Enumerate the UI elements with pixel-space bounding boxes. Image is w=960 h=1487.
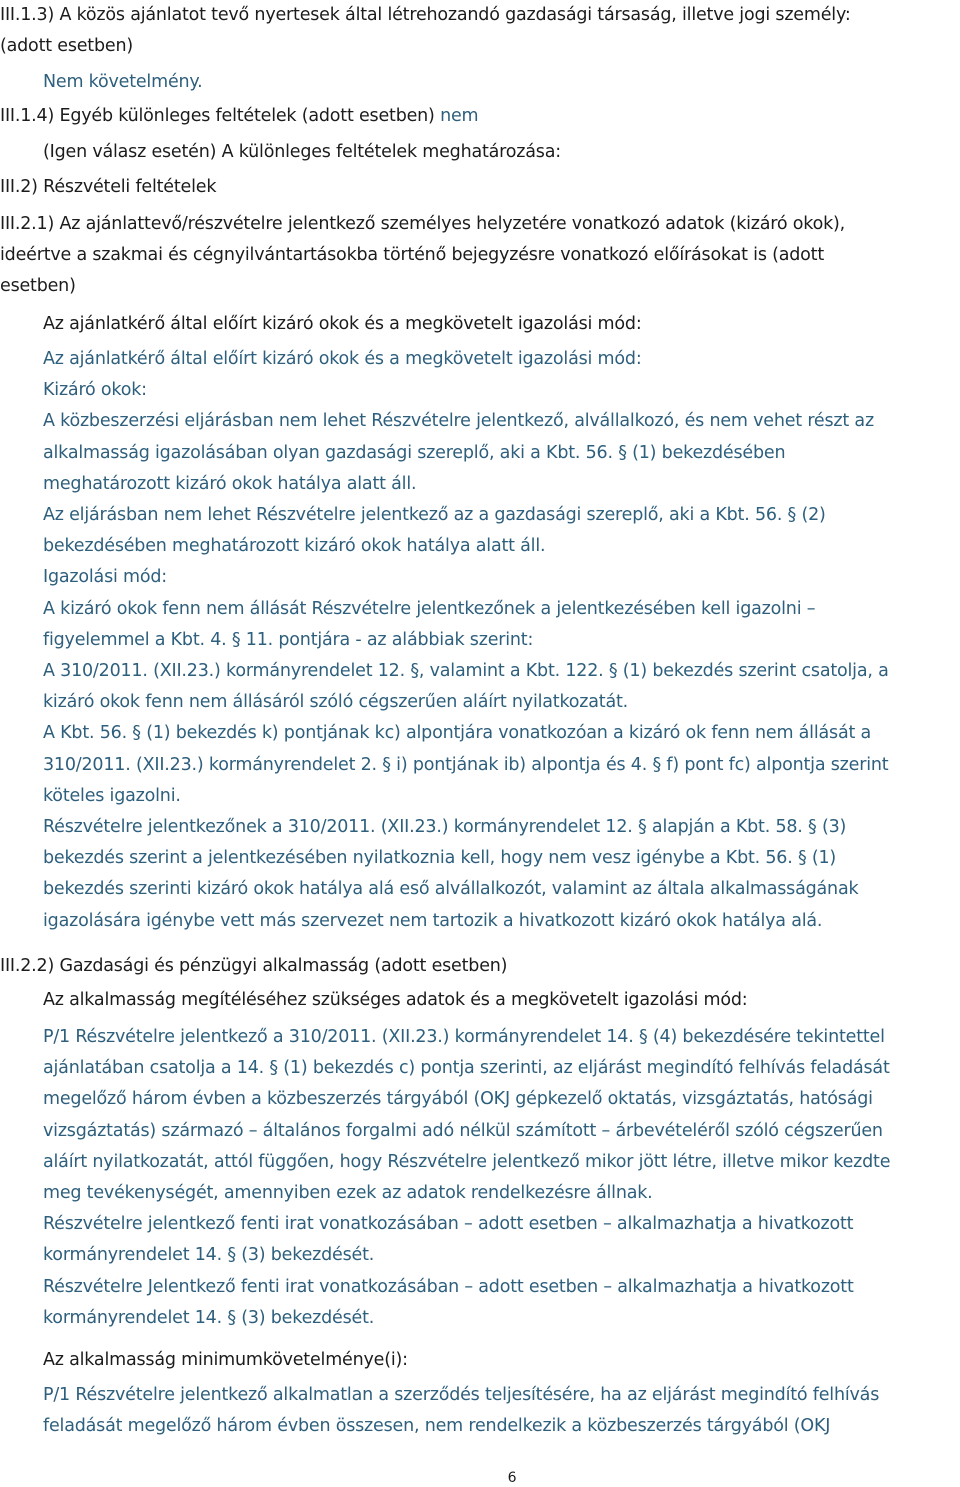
text-line: Igazolási mód: — [43, 567, 167, 588]
text-line: Az ajánlatkérő által előírt kizáró okok és a megkövetelt igazolási mód: — [43, 314, 642, 334]
text-line: ajánlatában csatolja a 14. § (1) bekezdés c) pontja szerinti, az eljárást megindító felhívás feladását — [43, 1058, 890, 1079]
text-line: bekezdés szerint a jelentkezésében nyilatkoznia kell, hogy nem vesz igénybe a Kbt. 56. § (1) — [43, 848, 837, 869]
text-line: 310/2011. (XII.23.) kormányrendelet 2. § i) pontjának ib) alpontja és 4. § f) pont fc) alpontja szerint — [43, 754, 889, 775]
text-line: Kizáró okok: — [43, 380, 147, 401]
text-line: köteles igazolni. — [43, 785, 181, 806]
section-iii-2-1-subhead — [43, 309, 642, 340]
text-line: Az alkalmasság minimumkövetelménye(i): — [43, 1350, 408, 1370]
text-line: bekezdésében meghatározott kizáró okok hatálya alatt áll. — [43, 536, 546, 557]
section-iii-2-2-min-answer — [43, 1380, 879, 1442]
text-line: Részvételre jelentkezőnek a 310/2011. (XII.23.) kormányrendelet 12. § alapján a Kbt. 58. § (3) — [43, 817, 847, 838]
section-iii-2-2-subhead — [43, 985, 747, 1016]
text-line: alkalmasság igazolásában olyan gazdasági szereplő, aki a Kbt. 56. § (1) bekezdésében — [43, 442, 786, 463]
text-line: A kizáró okok fenn nem állását Részvételre jelentkezőnek a jelentkezésében kell igazolni – — [43, 598, 816, 619]
section-iii-1-3-heading — [0, 0, 851, 62]
text-line: III.2) Részvételi feltételek — [0, 177, 217, 197]
section-iii-2-2-answer — [43, 1022, 890, 1334]
text-line: kormányrendelet 14. § (3) bekezdését. — [43, 1307, 375, 1328]
text-line: (adott esetben) — [0, 36, 133, 57]
text-line: Az ajánlatkérő által előírt kizáró okok és a megkövetelt igazolási mód: — [43, 349, 642, 369]
text-line: igazolására igénybe vett más szervezet nem tartozik a hivatkozott kizáró okok hatálya alá. — [43, 910, 823, 931]
section-iii-2-title — [0, 172, 216, 203]
text-line: A 310/2011. (XII.23.) kormányrendelet 12. §, valamint a Kbt. 122. § (1) bekezdés szerint csatolja, a — [43, 661, 889, 682]
text-line: A közbeszerzési eljárásban nem lehet Részvételre jelentkező, alvállalkozó, és nem vehet részt az — [43, 411, 874, 432]
text-line: P/1 Részvételre jelentkező alkalmatlan a szerződés teljesítésére, ha az eljárást megindító felhívás — [43, 1385, 880, 1405]
text-line: feladását megelőző három évben összesen, nem rendelkezik a közbeszerzés tárgyából (OKJ — [43, 1416, 831, 1437]
text-line: Részvételre Jelentkező fenti irat vonatkozásában – adott esetben – alkalmazhatja a hivatkozott — [43, 1276, 854, 1297]
section-iii-1-4-heading — [0, 101, 478, 132]
text-line — [0, 101, 478, 132]
text-line: Részvételre jelentkező fenti irat vonatkozásában – adott esetben – alkalmazhatja a hivatkozott — [43, 1214, 854, 1235]
section-iii-1-3-answer — [43, 67, 202, 98]
section-iii-2-1-answer — [43, 344, 889, 937]
section-iii-2-1-heading — [0, 209, 845, 303]
text-line: aláírt nyilatkozatát, attól függően, hogy Részvételre jelentkező mikor jött létre, illetve mikor kezdte — [43, 1151, 891, 1172]
text-line: Az eljárásban nem lehet Részvételre jelentkező az a gazdasági szereplő, aki a Kbt. 56. § (2) — [43, 505, 826, 526]
section-iii-1-4-sub — [43, 137, 561, 168]
section-iii-2-2-title — [0, 951, 507, 982]
text-line: III.2.2) Gazdasági és pénzügyi alkalmasság (adott esetben) — [0, 956, 508, 976]
text-line: III.2.1) Az ajánlattevő/részvételre jelentkező személyes helyzetére vonatkozó adatok (kizáró okok), — [0, 214, 846, 234]
text-line: esetben) — [0, 276, 76, 297]
text-line: meg tevékenységét, amennyiben ezek az adatok rendelkezésre állnak. — [43, 1183, 653, 1204]
text-line: kizáró okok fenn nem állásáról szóló cégszerűen aláírt nyilatkozatát. — [43, 692, 629, 713]
text-line: bekezdés szerinti kizáró okok hatálya alá eső alvállalkozót, valamint az általa alkalmasságának — [43, 879, 859, 900]
value: nem — [440, 106, 479, 126]
text-line: Nem követelmény. — [43, 72, 203, 92]
text-line: ideértve a szakmai és cégnyilvántartásokba történő bejegyzésre vonatkozó előírásokat is (adott — [0, 245, 824, 266]
text-line: figyelemmel a Kbt. 4. § 11. pontjára - az alábbiak szerint: — [43, 629, 534, 650]
section-iii-2-2-min-head — [43, 1345, 408, 1376]
page-number: 6 — [507, 1470, 517, 1486]
text-line: meghatározott kizáró okok hatálya alatt áll. — [43, 473, 417, 494]
text-line: P/1 Részvételre jelentkező a 310/2011. (XII.23.) kormányrendelet 14. § (4) bekezdésére tekintettel — [43, 1027, 885, 1047]
text-line: Az alkalmasság megítéléséhez szükséges adatok és a megkövetelt igazolási mód: — [43, 990, 748, 1010]
text-line: (Igen válasz esetén) A különleges feltételek meghatározása: — [43, 142, 561, 162]
text-line: A Kbt. 56. § (1) bekezdés k) pontjának kc) alpontjára vonatkozóan a kizáró ok fenn nem állását a — [43, 723, 872, 744]
text-line: kormányrendelet 14. § (3) bekezdését. — [43, 1245, 375, 1266]
text-line: megelőző három évben a közbeszerzés tárgyából (OKJ gépkezelő oktatás, vizsgáztatás, hatósági — [43, 1089, 873, 1110]
label: III.1.4) Egyéb különleges feltételek (adott esetben) — [0, 106, 435, 126]
text-line: III.1.3) A közös ajánlatot tevő nyertesek által létrehozandó gazdasági társaság, illetve jogi személy: — [0, 5, 851, 25]
text-line: vizsgáztatás) származó – általános forgalmi adó nélkül számított – árbevételéről szóló cégszerűen — [43, 1120, 883, 1141]
